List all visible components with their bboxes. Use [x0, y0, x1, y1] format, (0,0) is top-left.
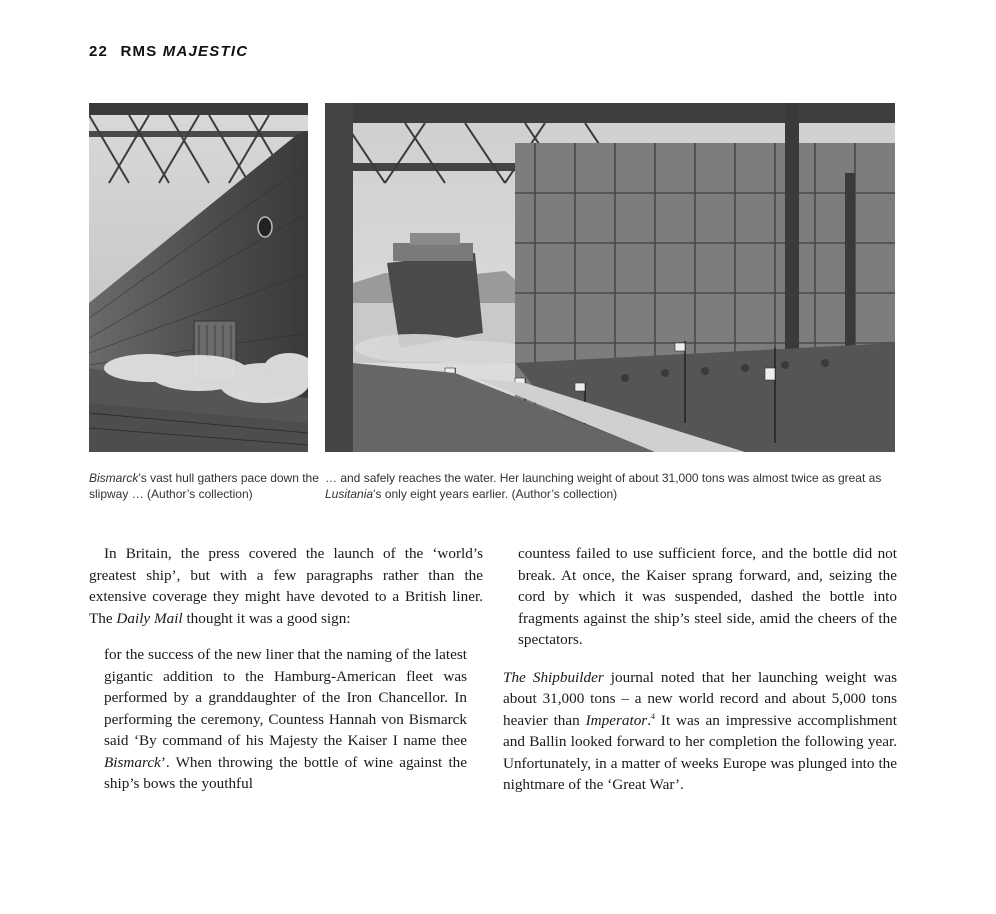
caption-left — [89, 470, 319, 502]
header-series: RMS — [120, 43, 158, 60]
para2-italic-2: Imperator — [585, 711, 648, 729]
header-book-title: MAJESTIC — [162, 43, 249, 60]
caption-right-italic: Lusitania — [325, 487, 374, 501]
para1-part2: thought it was a good sign: — [182, 609, 351, 627]
para1-part1: In Britain, the press covered the launch of the ‘world’s greatest ship’, but with a few paragraphs rather than the extensive coverage they might have devoted to a British liner. The — [89, 545, 483, 627]
caption-right-text-before: … and safely reaches the water. Her launching weight of about 31,000 tons was almost twice as great as — [325, 471, 882, 485]
caption-left-text: ’s vast hull gathers pace down the slipway … (Author’s collection) — [89, 471, 319, 501]
block-quote-continuation: countess failed to use sufficient force, and the bottle did not break. At once, the Kaiser sprang forward, and, seizing the cord by which it was suspended, dashed the bottle into fragments against the ship’s steel side, amid the cheers of the spectators. — [518, 545, 897, 648]
paragraph-1 — [89, 543, 483, 629]
para2-italic-1: The Shipbuilder — [503, 668, 604, 686]
body-column-left — [89, 543, 483, 795]
running-header — [89, 43, 248, 60]
bismarck-hull-photo — [89, 103, 308, 452]
paragraph-2: The Shipbuilder journal noted that her launching weight was about 31,000 tons – a new world record and about 5,000 tons heavier than Imperator.$^4$ It was an impressive accomplishment and Ballin looked forward to her completion the following year. Unfortunately, in a matter of weeks Europe was plunged into the nightmare of the ‘Great War’. — [503, 668, 897, 793]
footnote-marker: 4 — [651, 711, 655, 721]
quote-part1: for the success of the new liner that the naming of the latest gigantic addition to the Hamburg-American fleet was performed by a granddaughter of the Iron Chancellor. In performing the ceremony, Countess Hannah von Bismarck said ‘By command of his Majesty the Kaiser I name thee — [104, 646, 467, 749]
caption-right-text-after: ’s only eight years earlier. (Author’s collection) — [373, 487, 618, 501]
para2-part2: It was an impressive accomplishment and Ballin looked forward to her completion the following year. Unfortunately, in a matter of weeks Europe was plunged into the nightmare of the ‘Great War’. — [503, 711, 897, 793]
quote-italic: Bismarck — [104, 753, 161, 771]
body-column-right — [503, 543, 897, 796]
caption-right — [325, 470, 900, 502]
page-number: 22 — [89, 43, 109, 60]
caption-left-italic: Bismarck — [89, 471, 139, 485]
bismarck-launch-water-photo — [325, 103, 895, 452]
para2-part1: journal noted that her launching weight was about 31,000 tons – a new world record and about 5,000 tons heavier than — [503, 668, 897, 729]
para1-italic: Daily Mail — [116, 609, 183, 627]
quote-part2: ’. When throwing the bottle of wine against the ship’s bows the youthful — [104, 753, 467, 792]
block-quote — [89, 644, 483, 795]
